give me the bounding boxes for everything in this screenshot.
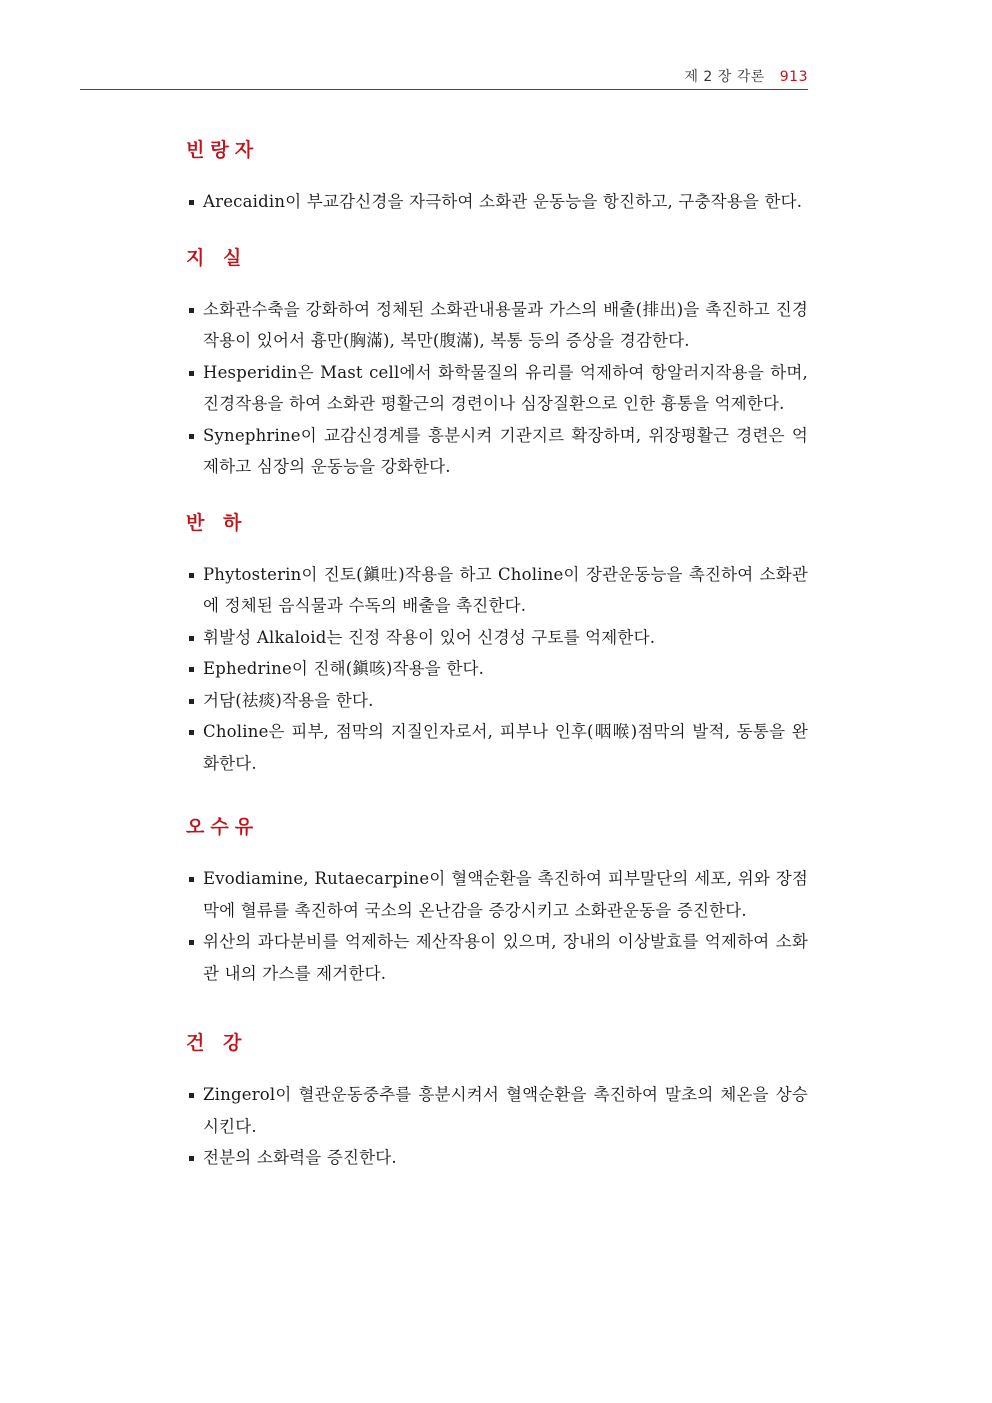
section-title: 오수유 (186, 816, 260, 838)
list-item: Evodiamine, Rutaecarpine이 혈액순환을 촉진하여 피부말단의 세포, 위와 장점막에 혈류를 촉진하여 국소의 온난감을 증강시키고 소화관운동을 증진한다. (186, 863, 808, 926)
list-item: Choline은 피부, 점막의 지질인자로서, 피부나 인후(咽喉)점막의 발적, 동통을 완화한다. (186, 716, 808, 779)
list-item: Zingerol이 혈관운동중추를 흥분시켜서 혈액순환을 촉진하여 말초의 체온을 상승시킨다. (186, 1079, 808, 1142)
section-title: 빈랑자 (186, 139, 260, 161)
bullet-list (186, 1079, 808, 1174)
list-item: 거담(祛痰)작용을 한다. (186, 685, 808, 717)
list-item: 소화관수축을 강화하여 정체된 소화관내용물과 가스의 배출(排出)을 촉진하고 진경작용이 있어서 흉만(胸滿), 복만(腹滿), 복통 등의 증상을 경감한다. (186, 294, 808, 357)
list-item: Arecaidin이 부교감신경을 자극하여 소화관 운동능을 항진하고, 구충작용을 한다. (186, 186, 808, 218)
section-banha (186, 505, 808, 780)
list-item: Ephedrine이 진해(鎭咳)작용을 한다. (186, 653, 808, 685)
section-title: 건 강 (186, 1032, 248, 1054)
page-number: 913 (779, 69, 808, 85)
header-rule (80, 89, 808, 90)
list-item: Synephrine이 교감신경계를 흥분시켜 기관지르 확장하며, 위장평활근 경련은 억제하고 심장의 운동능을 강화한다. (186, 420, 808, 483)
list-item: 전분의 소화력을 증진한다. (186, 1142, 808, 1174)
list-item: 휘발성 Alkaloid는 진정 작용이 있어 신경성 구토를 억제한다. (186, 622, 808, 654)
section-title: 지 실 (186, 246, 248, 269)
list-item: Hesperidin은 Mast cell에서 화학물질의 유리를 억제하여 항알러지작용을 하며, 진경작용을 하여 소화관 평활근의 경련이나 심장질환으로 인한 흉통을 억제한다. (186, 357, 808, 420)
section-binangja (186, 132, 808, 218)
section-jisil (186, 240, 808, 483)
list-item: Phytosterin이 진토(鎭吐)작용을 하고 Choline이 장관운동능을 촉진하여 소화관에 정체된 음식물과 수독의 배출을 촉진한다. (186, 559, 808, 622)
bullet-list (186, 863, 808, 989)
running-header (684, 66, 808, 86)
section-geongang (186, 1025, 808, 1174)
section-title: 반 하 (186, 511, 248, 534)
bullet-list (186, 186, 808, 218)
page-body (186, 132, 808, 1192)
chapter-label: 제 2 장 각론 (684, 69, 765, 85)
bullet-list (186, 294, 808, 483)
bullet-list (186, 559, 808, 780)
section-osuyu (186, 809, 808, 989)
list-item: 위산의 과다분비를 억제하는 제산작용이 있으며, 장내의 이상발효를 억제하여 소화관 내의 가스를 제거한다. (186, 926, 808, 989)
